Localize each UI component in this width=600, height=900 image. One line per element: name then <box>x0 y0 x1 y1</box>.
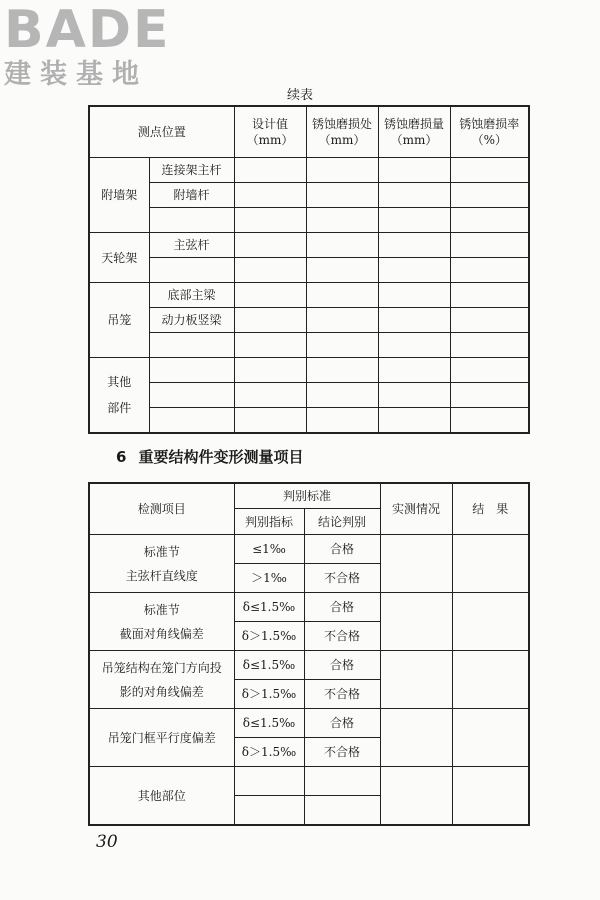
header-design-value <box>234 106 306 158</box>
table-row <box>89 283 529 308</box>
header-line: 锈蚀磨损量 <box>384 117 445 131</box>
value-cell <box>378 408 450 434</box>
actual-cell <box>380 767 452 826</box>
item-cell: 标准节 主弦杆直线度 <box>89 535 234 593</box>
conclusion-cell: 合格 <box>304 709 380 738</box>
header-corrosion-spot <box>306 106 378 158</box>
value-cell <box>306 183 378 208</box>
table-header-row <box>89 106 529 158</box>
value-cell <box>234 358 306 383</box>
group-label-cell <box>89 358 149 434</box>
group-label-cell: 附墙架 <box>89 158 149 233</box>
value-cell <box>450 383 529 408</box>
value-cell <box>234 208 306 233</box>
header-corrosion-rate <box>450 106 529 158</box>
value-cell <box>450 358 529 383</box>
conclusion-cell: 合格 <box>304 593 380 622</box>
value-cell <box>378 283 450 308</box>
value-cell <box>306 383 378 408</box>
table-row <box>89 408 529 434</box>
table-row <box>89 358 529 383</box>
value-cell <box>450 233 529 258</box>
header-indicator: 判别指标 <box>234 509 304 535</box>
group-label-cell: 吊笼 <box>89 283 149 358</box>
value-cell <box>234 408 306 434</box>
header-actual: 实测情况 <box>380 483 452 535</box>
section-heading <box>116 446 303 467</box>
value-cell <box>378 358 450 383</box>
header-criteria: 判别标准 <box>234 483 380 509</box>
table-row <box>89 333 529 358</box>
section-number: 6 <box>116 448 127 466</box>
header-unit: （mm） <box>318 133 366 147</box>
value-cell <box>234 183 306 208</box>
value-cell <box>450 283 529 308</box>
value-cell <box>306 308 378 333</box>
indicator-cell: ＞1‰ <box>234 564 304 593</box>
part-cell <box>149 258 234 283</box>
conclusion-cell <box>304 767 380 796</box>
conclusion-cell: 不合格 <box>304 564 380 593</box>
indicator-cell: ≤1‰ <box>234 535 304 564</box>
actual-cell <box>380 593 452 651</box>
group-label-cell: 天轮架 <box>89 233 149 283</box>
part-cell: 附墙杆 <box>149 183 234 208</box>
table-row <box>89 233 529 258</box>
actual-cell <box>380 651 452 709</box>
value-cell <box>378 233 450 258</box>
value-cell <box>234 383 306 408</box>
value-cell <box>306 208 378 233</box>
value-cell <box>450 333 529 358</box>
result-cell <box>452 651 529 709</box>
table-row <box>89 158 529 183</box>
actual-cell <box>380 535 452 593</box>
corrosion-table <box>88 105 530 434</box>
conclusion-cell: 不合格 <box>304 680 380 709</box>
part-cell <box>149 408 234 434</box>
part-cell <box>149 358 234 383</box>
header-line: 锈蚀磨损处 <box>312 117 373 131</box>
item-cell: 吊笼结构在笼门方向投 影的对角线偏差 <box>89 651 234 709</box>
value-cell <box>450 308 529 333</box>
part-cell <box>149 208 234 233</box>
item-cell: 吊笼门框平行度偏差 <box>89 709 234 767</box>
value-cell <box>378 333 450 358</box>
value-cell <box>378 183 450 208</box>
indicator-cell: δ≤1.5‰ <box>234 593 304 622</box>
header-line: 锈蚀磨损率 <box>459 117 520 131</box>
table-row <box>89 383 529 408</box>
table-row <box>89 183 529 208</box>
indicator-cell <box>234 767 304 796</box>
result-cell <box>452 709 529 767</box>
section-title: 重要结构件变形测量项目 <box>138 448 304 466</box>
header-result: 结 果 <box>452 483 529 535</box>
header-unit: （mm） <box>246 133 294 147</box>
conclusion-cell: 合格 <box>304 535 380 564</box>
value-cell <box>450 158 529 183</box>
part-cell <box>149 333 234 358</box>
table-row <box>89 308 529 333</box>
table-header-row <box>89 483 529 509</box>
value-cell <box>306 358 378 383</box>
page-number: 30 <box>96 832 118 852</box>
table-row <box>89 208 529 233</box>
part-cell: 底部主梁 <box>149 283 234 308</box>
item-cell: 其他部位 <box>89 767 234 826</box>
value-cell <box>234 283 306 308</box>
table-row <box>89 593 529 622</box>
header-item: 检测项目 <box>89 483 234 535</box>
value-cell <box>306 283 378 308</box>
value-cell <box>450 258 529 283</box>
table-row <box>89 258 529 283</box>
value-cell <box>234 258 306 283</box>
indicator-cell: δ＞1.5‰ <box>234 680 304 709</box>
result-cell <box>452 593 529 651</box>
indicator-cell: δ≤1.5‰ <box>234 709 304 738</box>
logo-brand: BADE <box>4 0 171 60</box>
value-cell <box>378 258 450 283</box>
value-cell <box>306 233 378 258</box>
part-cell <box>149 383 234 408</box>
indicator-cell: δ≤1.5‰ <box>234 651 304 680</box>
result-cell <box>452 535 529 593</box>
logo-subtitle: 建装基地 <box>4 59 148 90</box>
value-cell <box>234 158 306 183</box>
header-unit: （%） <box>471 133 507 147</box>
conclusion-cell: 合格 <box>304 651 380 680</box>
result-cell <box>452 767 529 826</box>
header-location: 测点位置 <box>89 106 234 158</box>
value-cell <box>450 183 529 208</box>
value-cell <box>378 383 450 408</box>
table-row <box>89 767 529 796</box>
value-cell <box>450 408 529 434</box>
table-row <box>89 709 529 738</box>
table-row <box>89 651 529 680</box>
site-logo <box>4 0 171 90</box>
value-cell <box>306 408 378 434</box>
part-cell: 动力板竖梁 <box>149 308 234 333</box>
part-cell: 主弦杆 <box>149 233 234 258</box>
table-caption: 续表 <box>286 88 313 103</box>
actual-cell <box>380 709 452 767</box>
indicator-cell: δ＞1.5‰ <box>234 622 304 651</box>
header-conclusion: 结论判别 <box>304 509 380 535</box>
value-cell <box>378 308 450 333</box>
header-corrosion-amount <box>378 106 450 158</box>
value-cell <box>378 158 450 183</box>
indicator-cell: δ＞1.5‰ <box>234 738 304 767</box>
header-line: 设计值 <box>252 117 289 131</box>
item-cell: 标准节 截面对角线偏差 <box>89 593 234 651</box>
group-label-line: 其他部件 <box>107 375 132 415</box>
value-cell <box>450 208 529 233</box>
conclusion-cell: 不合格 <box>304 622 380 651</box>
value-cell <box>234 308 306 333</box>
value-cell <box>378 208 450 233</box>
conclusion-cell <box>304 796 380 826</box>
value-cell <box>234 233 306 258</box>
value-cell <box>234 333 306 358</box>
header-unit: （mm） <box>390 133 438 147</box>
part-cell: 连接架主杆 <box>149 158 234 183</box>
conclusion-cell: 不合格 <box>304 738 380 767</box>
deformation-table <box>88 482 530 826</box>
value-cell <box>306 158 378 183</box>
indicator-cell <box>234 796 304 826</box>
value-cell <box>306 333 378 358</box>
value-cell <box>306 258 378 283</box>
table-row <box>89 535 529 564</box>
